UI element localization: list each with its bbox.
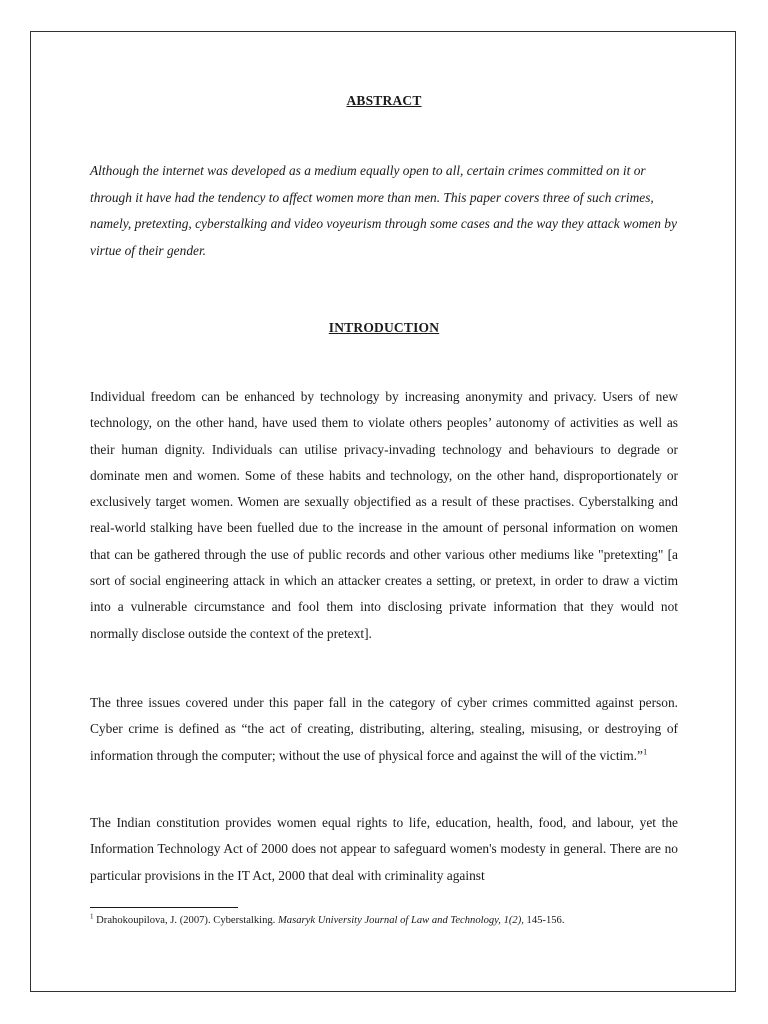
footnote-separator (90, 907, 238, 908)
intro-paragraph-2-text: The three issues covered under this paper fall in the category of cyber crimes committed against person. Cyber crime is defined as “the act of creating, distributing, altering, stealing, misusing, or destroying of information through the computer; without the use of physical force and against the will of the victim.” (90, 695, 678, 763)
intro-paragraph-1: Individual freedom can be enhanced by technology by increasing anonymity and privacy. Users of new technology, on the other hand, have used them to violate others peoples’ autonomy of activities as well as their human dignity. Individuals can utilise privacy-invading technology and behaviours to degrade or dominate men and women. Some of these habits and technology, on the other hand, disproportionately or exclusively target women. Women are sexually objectified as a result of these practises. Cyberstalking and real-world stalking have been fuelled due to the increase in the amount of personal information on women that can be gathered through the use of public records and other various other mediums like "pretexting" [a sort of social engineering attack in which an attacker creates a setting, or pretext, in order to draw a victim into a vulnerable circumstance and fool them into disclosing private information that they would not normally disclose outside the context of the pretext]. (90, 389, 678, 641)
footnote (90, 914, 678, 928)
footnote-suffix: 145-156. (523, 915, 565, 926)
abstract-text: Although the internet was developed as a medium equally open to all, certain crimes committed on it or through it have had the tendency to affect women more than men. This paper covers three of such crimes, namely, pretexting, cyberstalking and video voyeurism through some cases and the way they attack women by virtue of their gender. (90, 163, 677, 258)
intro-paragraph-2 (90, 690, 678, 769)
abstract-heading: ABSTRACT (346, 93, 422, 108)
intro-paragraph-3: The Indian constitution provides women equal rights to life, education, health, food, and labour, yet the Information Technology Act of 2000 does not appear to safeguard women's modesty in general. There are no particular provisions in the IT Act, 2000 that deal with criminality against (90, 815, 678, 883)
footnote-number: 1 (90, 912, 94, 921)
footnote-prefix: Drahokoupilova, J. (2007). Cyberstalking. (93, 915, 278, 926)
footnote-journal: Masaryk University Journal of Law and Technology, 1(2), (277, 915, 524, 926)
footnote-reference[interactable]: 1 (642, 746, 648, 757)
introduction-heading: INTRODUCTION (328, 320, 440, 335)
